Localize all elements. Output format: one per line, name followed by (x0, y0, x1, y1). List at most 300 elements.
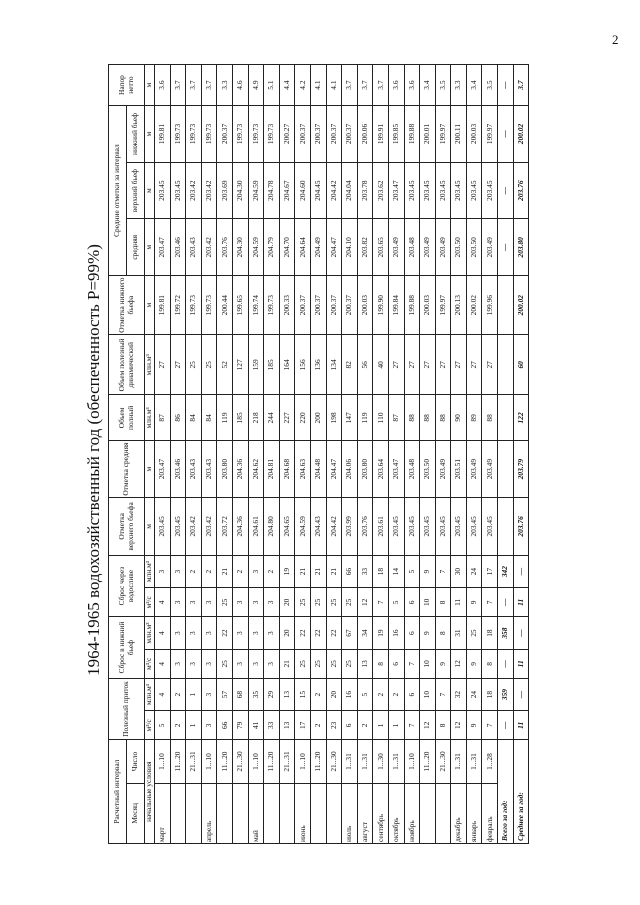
value-cell: 9 (466, 711, 482, 740)
value-cell: 200.33 (279, 276, 295, 335)
value-cell: 203.45 (451, 497, 467, 555)
unit-mln: млн.м³ (145, 395, 155, 441)
value-cell: 87 (388, 395, 404, 441)
value-cell: 87 (155, 395, 171, 441)
month-cell: октябрь (388, 783, 404, 843)
value-cell: 25 (217, 588, 233, 617)
value-cell: 6 (404, 617, 420, 650)
interval-cell: 11...20 (420, 740, 436, 783)
value-cell: 203.46 (170, 441, 186, 498)
value-cell: 203.45 (420, 497, 436, 555)
value-cell: 20 (279, 588, 295, 617)
table-row (388, 65, 404, 844)
header-number: Число (127, 740, 145, 783)
value-cell: 22 (217, 617, 233, 650)
value-cell: 204.04 (342, 162, 358, 219)
value-cell: 4.9 (248, 65, 264, 106)
table-row (155, 65, 171, 844)
value-cell: 9 (466, 588, 482, 617)
value-cell: 200 (310, 395, 326, 441)
value-cell: 203.50 (466, 219, 482, 276)
value-cell: 13 (357, 649, 373, 678)
interval-cell: 11...20 (217, 740, 233, 783)
value-cell: 13 (279, 711, 295, 740)
total-row-label: Всего за год: (498, 740, 514, 844)
value-cell: 7 (404, 711, 420, 740)
table-row (326, 65, 342, 844)
average-row-label: Среднее за год: (513, 740, 529, 844)
value-cell: 203.80 (513, 219, 529, 276)
value-cell: 203.46 (170, 219, 186, 276)
value-cell: 84 (201, 395, 217, 441)
value-cell: 88 (404, 395, 420, 441)
value-cell: 11 (513, 711, 529, 740)
month-cell (186, 783, 202, 843)
value-cell: 204.30 (232, 219, 248, 276)
header-discharge: Сброс в нижний бьеф (109, 617, 145, 678)
value-cell: 1 (186, 711, 202, 740)
value-cell: 17 (482, 555, 498, 588)
value-cell: 3 (264, 617, 280, 650)
interval-cell: 21...30 (232, 740, 248, 783)
value-cell: — (498, 65, 514, 106)
table-row (420, 65, 436, 844)
month-cell (420, 783, 436, 843)
header-interval: Расчетный интервал (109, 740, 127, 844)
header-lower-level: Отметка нижнего бьефа (109, 276, 145, 335)
value-cell: 199.73 (264, 276, 280, 335)
value-cell: 203.42 (186, 162, 202, 219)
value-cell: 3.4 (420, 65, 436, 106)
value-cell: 60 (513, 335, 529, 395)
table-body (155, 65, 529, 844)
value-cell: 136 (310, 335, 326, 395)
table-row (451, 65, 467, 844)
interval-cell: 11...20 (264, 740, 280, 783)
value-cell: 204.59 (248, 162, 264, 219)
interval-cell: 1...31 (388, 740, 404, 783)
value-cell: 200.03 (420, 276, 436, 335)
header-spill: Сброс через водосливе (109, 555, 145, 616)
value-cell: 203.72 (217, 497, 233, 555)
value-cell: 2 (264, 555, 280, 588)
value-cell: 147 (342, 395, 358, 441)
value-cell: 203.80 (357, 441, 373, 498)
month-cell (279, 783, 295, 843)
value-cell: 203.99 (342, 497, 358, 555)
value-cell: 3.5 (482, 65, 498, 106)
value-cell: 203.49 (482, 441, 498, 498)
header-avg-upper: верхний бьеф (127, 162, 145, 219)
value-cell: 3.6 (404, 65, 420, 106)
value-cell: 199.96 (482, 276, 498, 335)
value-cell: 12 (357, 588, 373, 617)
interval-cell: 1...10 (248, 740, 264, 783)
value-cell: 25 (186, 335, 202, 395)
value-cell: 199.88 (404, 106, 420, 163)
value-cell: 2 (186, 555, 202, 588)
value-cell: 185 (264, 335, 280, 395)
value-cell: 203.61 (373, 497, 389, 555)
value-cell: 3.3 (217, 65, 233, 106)
header-avg-marks: Средние отметки за интервал (109, 106, 127, 276)
month-cell (435, 783, 451, 843)
value-cell: 203.76 (513, 497, 529, 555)
value-cell: 7 (482, 588, 498, 617)
value-cell: 203.45 (420, 162, 436, 219)
value-cell: 88 (435, 395, 451, 441)
value-cell: 7 (435, 555, 451, 588)
value-cell (498, 335, 514, 395)
value-cell: 199.73 (248, 106, 264, 163)
value-cell: 203.47 (388, 162, 404, 219)
value-cell: 204.43 (310, 497, 326, 555)
value-cell: 5 (357, 678, 373, 711)
value-cell: 204.42 (326, 497, 342, 555)
interval-cell: 1...10 (201, 740, 217, 783)
value-cell: 25 (326, 588, 342, 617)
value-cell: 2 (310, 678, 326, 711)
value-cell: 3 (201, 678, 217, 711)
value-cell: 203.45 (435, 162, 451, 219)
value-cell: 7 (482, 711, 498, 740)
value-cell: — (498, 162, 514, 219)
value-cell: 204.65 (279, 497, 295, 555)
value-cell: 227 (279, 395, 295, 441)
value-cell: 204.36 (232, 497, 248, 555)
value-cell: 199.85 (388, 106, 404, 163)
value-cell: 203.43 (186, 441, 202, 498)
unit-m: м (145, 106, 155, 163)
value-cell: 3 (264, 588, 280, 617)
table-row (357, 65, 373, 844)
table-row (466, 65, 482, 844)
value-cell: 203.42 (186, 497, 202, 555)
value-cell: 204.62 (248, 441, 264, 498)
value-cell: 2 (170, 711, 186, 740)
value-cell: 9 (466, 649, 482, 678)
value-cell: — (498, 711, 514, 740)
value-cell: 203.45 (404, 497, 420, 555)
value-cell: 8 (482, 649, 498, 678)
interval-cell: 21...31 (186, 740, 202, 783)
value-cell: 199.97 (435, 276, 451, 335)
value-cell: 200.27 (279, 106, 295, 163)
value-cell: 203.51 (451, 441, 467, 498)
value-cell: 11 (513, 588, 529, 617)
value-cell: 9 (420, 617, 436, 650)
value-cell: 3 (170, 588, 186, 617)
value-cell: 119 (217, 395, 233, 441)
month-cell: ноябрь (404, 783, 420, 843)
table-row (232, 65, 248, 844)
table-row (295, 65, 311, 844)
value-cell: 203.64 (373, 441, 389, 498)
value-cell: 199.65 (232, 276, 248, 335)
value-cell: 199.84 (388, 276, 404, 335)
value-cell: 203.80 (217, 441, 233, 498)
value-cell: 5.1 (264, 65, 280, 106)
value-cell: 8 (435, 617, 451, 650)
header-full-volume: Объем полный (109, 395, 145, 441)
interval-cell: 1...31 (342, 740, 358, 783)
value-cell: 200.37 (217, 106, 233, 163)
value-cell: 7 (373, 588, 389, 617)
value-cell: 35 (248, 678, 264, 711)
table-row (342, 65, 358, 844)
value-cell: 200.13 (451, 276, 467, 335)
value-cell: 22 (295, 617, 311, 650)
value-cell: 199.73 (201, 276, 217, 335)
value-cell: 21 (295, 555, 311, 588)
value-cell: 84 (186, 395, 202, 441)
value-cell: 21 (279, 649, 295, 678)
value-cell: 203.69 (217, 162, 233, 219)
value-cell: 203.65 (373, 219, 389, 276)
value-cell: 199.74 (248, 276, 264, 335)
value-cell: 203.45 (404, 162, 420, 219)
value-cell: 3.7 (201, 65, 217, 106)
month-cell: май (248, 783, 264, 843)
value-cell: 25 (295, 588, 311, 617)
value-cell: 200.37 (342, 276, 358, 335)
value-cell: 27 (170, 335, 186, 395)
value-cell: 204.59 (295, 497, 311, 555)
value-cell: 203.45 (170, 162, 186, 219)
table-row (435, 65, 451, 844)
value-cell: 25 (466, 617, 482, 650)
value-cell: 57 (217, 678, 233, 711)
value-cell: 203.42 (201, 219, 217, 276)
value-cell: 204.80 (264, 497, 280, 555)
value-cell: 32 (451, 678, 467, 711)
value-cell: 164 (279, 335, 295, 395)
value-cell: 203.45 (451, 162, 467, 219)
value-cell: 3 (201, 588, 217, 617)
value-cell: 199.81 (155, 276, 171, 335)
value-cell: 5 (388, 588, 404, 617)
interval-cell: 11...20 (310, 740, 326, 783)
value-cell: 156 (295, 335, 311, 395)
value-cell: 3 (170, 649, 186, 678)
interval-cell: 1...31 (466, 740, 482, 783)
value-cell: 3 (248, 588, 264, 617)
table-title: 1964-1965 водохозяйственный год (обеспеченность Р=99%) (84, 244, 103, 676)
unit-m3s: м³/с (145, 649, 155, 678)
value-cell: 8 (435, 711, 451, 740)
table-row (217, 65, 233, 844)
value-cell: 41 (248, 711, 264, 740)
value-cell: 14 (388, 555, 404, 588)
value-cell: 2 (310, 711, 326, 740)
value-cell: 3 (201, 649, 217, 678)
value-cell: 199.73 (186, 276, 202, 335)
unit-m: м (145, 276, 155, 335)
unit-mln: млн.м³ (145, 678, 155, 711)
unit-mln: млн.м³ (145, 555, 155, 588)
value-cell: 203.45 (466, 162, 482, 219)
value-cell: 203.43 (186, 219, 202, 276)
value-cell: 200.44 (217, 276, 233, 335)
unit-mln: млн.м³ (145, 617, 155, 650)
unit-m: м (145, 162, 155, 219)
value-cell: 200.02 (513, 276, 529, 335)
value-cell: 342 (498, 555, 514, 588)
value-cell (498, 395, 514, 441)
value-cell: 218 (248, 395, 264, 441)
value-cell: 10 (420, 588, 436, 617)
value-cell: 204.36 (232, 441, 248, 498)
value-cell: — (498, 649, 514, 678)
value-cell: 203.47 (155, 441, 171, 498)
value-cell: 3.7 (357, 65, 373, 106)
value-cell: 200.37 (310, 276, 326, 335)
value-cell: 56 (357, 335, 373, 395)
interval-cell: 1...28 (482, 740, 498, 783)
month-cell: февраль (482, 783, 498, 843)
interval-cell: 1...10 (295, 740, 311, 783)
month-cell (232, 783, 248, 843)
table-row (201, 65, 217, 844)
value-cell: 203.62 (373, 162, 389, 219)
total-row (498, 65, 514, 844)
value-cell: 13 (279, 678, 295, 711)
header-month: Месяц (127, 783, 145, 843)
value-cell: 203.76 (513, 162, 529, 219)
value-cell: 9 (420, 555, 436, 588)
value-cell: 3 (186, 649, 202, 678)
value-cell: 199.73 (201, 106, 217, 163)
month-cell: сентябрь (373, 783, 389, 843)
value-cell: 3 (186, 617, 202, 650)
value-cell: 27 (404, 335, 420, 395)
value-cell: 11 (513, 649, 529, 678)
value-cell: 3 (264, 649, 280, 678)
value-cell: — (513, 617, 529, 650)
value-cell: 68 (232, 678, 248, 711)
interval-cell: 11...20 (170, 740, 186, 783)
value-cell: 203.49 (435, 441, 451, 498)
unit-m: м (145, 441, 155, 498)
value-cell: 204.67 (279, 162, 295, 219)
value-cell: 203.49 (482, 219, 498, 276)
value-cell: 21 (326, 555, 342, 588)
value-cell: 27 (435, 335, 451, 395)
value-cell: 203.45 (155, 497, 171, 555)
value-cell: 1 (373, 711, 389, 740)
value-cell: 2 (388, 678, 404, 711)
interval-cell: 21...30 (435, 740, 451, 783)
table-row (482, 65, 498, 844)
value-cell (498, 497, 514, 555)
value-cell: 3 (248, 649, 264, 678)
month-cell (310, 783, 326, 843)
value-cell: 204.59 (248, 219, 264, 276)
value-cell: 27 (451, 335, 467, 395)
value-cell: 3.7 (513, 65, 529, 106)
value-cell: 30 (451, 555, 467, 588)
value-cell: 3 (155, 555, 171, 588)
value-cell: 3 (248, 617, 264, 650)
value-cell: 1 (186, 678, 202, 711)
value-cell: 3 (232, 649, 248, 678)
value-cell: 4 (155, 678, 171, 711)
value-cell: 2 (373, 678, 389, 711)
value-cell: 199.72 (170, 276, 186, 335)
value-cell: 10 (420, 678, 436, 711)
value-cell: 359 (498, 678, 514, 711)
month-cell: декабрь (451, 783, 467, 843)
value-cell: 204.64 (295, 219, 311, 276)
value-cell: 200.37 (342, 106, 358, 163)
value-cell: 3 (170, 555, 186, 588)
value-cell: 4.4 (279, 65, 295, 106)
value-cell: 6 (342, 711, 358, 740)
value-cell: 200.37 (326, 106, 342, 163)
value-cell: 203.48 (404, 219, 420, 276)
value-cell: 40 (373, 335, 389, 395)
value-cell: — (513, 678, 529, 711)
value-cell: 203.49 (388, 219, 404, 276)
value-cell: 3.7 (170, 65, 186, 106)
value-cell: 203.42 (201, 497, 217, 555)
reservoir-table-container (108, 64, 628, 844)
value-cell (498, 441, 514, 498)
value-cell: 33 (357, 555, 373, 588)
value-cell: 3 (248, 555, 264, 588)
value-cell: 200.11 (451, 106, 467, 163)
value-cell: 119 (357, 395, 373, 441)
value-cell: 203.45 (435, 497, 451, 555)
value-cell: 8 (373, 649, 389, 678)
value-cell (498, 276, 514, 335)
header-avg-lower: нижний бьеф (127, 106, 145, 163)
value-cell: 199.90 (373, 276, 389, 335)
value-cell: 88 (482, 395, 498, 441)
value-cell: 200.37 (295, 276, 311, 335)
value-cell: 25 (217, 649, 233, 678)
value-cell: 203.45 (388, 497, 404, 555)
reservoir-table (108, 64, 529, 844)
value-cell: 2 (170, 678, 186, 711)
value-cell: 203.45 (466, 497, 482, 555)
value-cell: 82 (342, 335, 358, 395)
value-cell: 3 (232, 617, 248, 650)
value-cell: 200.03 (357, 276, 373, 335)
table-row (264, 65, 280, 844)
value-cell: 204.10 (342, 219, 358, 276)
value-cell: 220 (295, 395, 311, 441)
value-cell: 20 (279, 617, 295, 650)
month-cell (170, 783, 186, 843)
value-cell: 2 (232, 555, 248, 588)
header-mid-level: Отметка средняя (109, 441, 145, 498)
value-cell: 203.76 (357, 497, 373, 555)
value-cell: 203.47 (155, 219, 171, 276)
value-cell: 203.48 (404, 441, 420, 498)
value-cell: 4 (155, 617, 171, 650)
value-cell: 18 (482, 678, 498, 711)
value-cell: 3 (201, 617, 217, 650)
month-cell: март (155, 783, 171, 843)
header-avg-mid: средняя (127, 219, 145, 276)
value-cell: 3.3 (451, 65, 467, 106)
value-cell: 200.37 (295, 106, 311, 163)
value-cell: 15 (295, 678, 311, 711)
value-cell: 52 (217, 335, 233, 395)
header-initial-conditions: начальные условия (145, 740, 155, 844)
value-cell: 3.7 (342, 65, 358, 106)
